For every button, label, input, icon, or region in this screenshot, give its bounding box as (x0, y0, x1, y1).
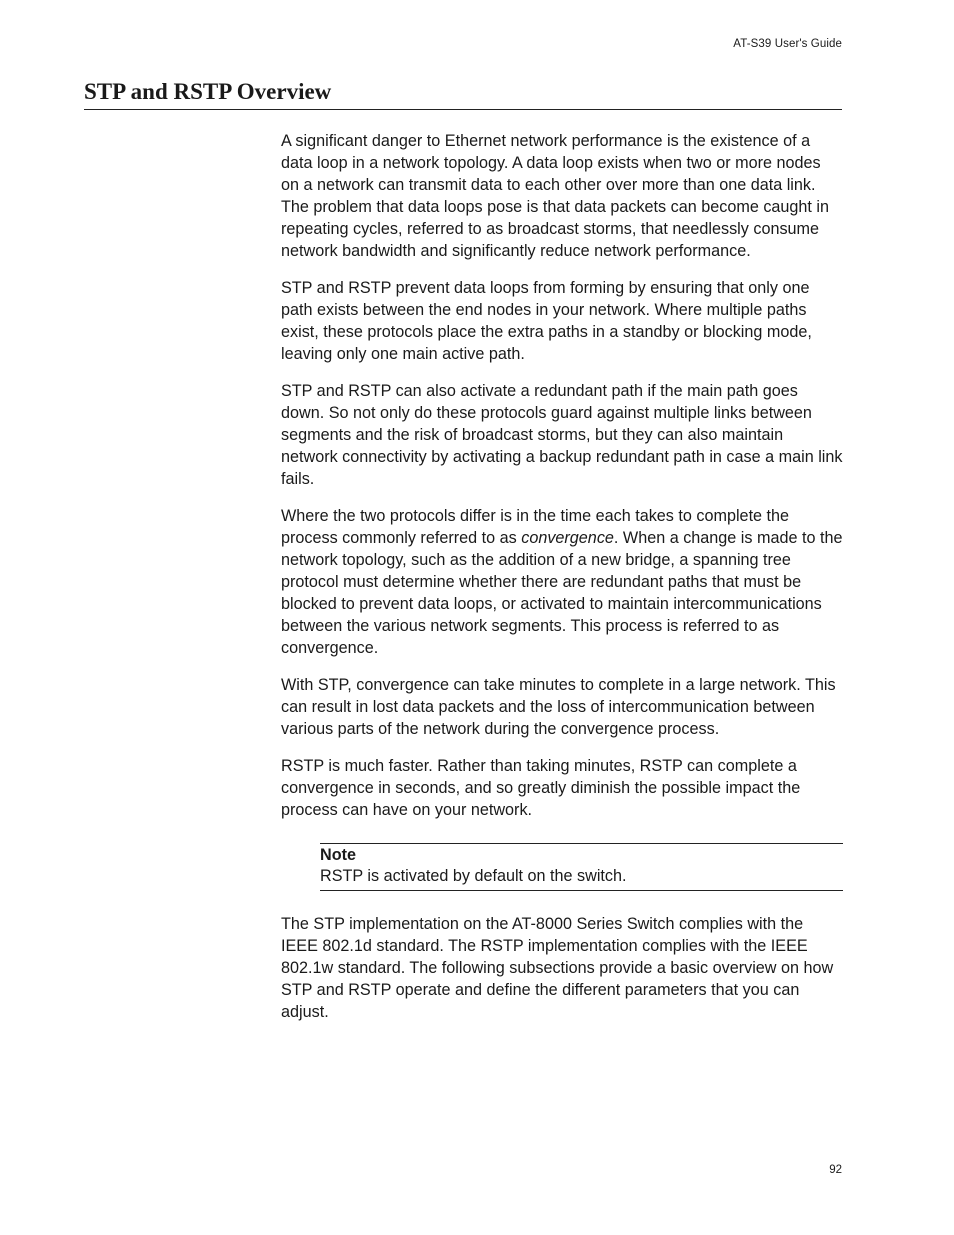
paragraph-convergence (281, 505, 843, 659)
paragraph-convergence-part1: Where the two protocols differ is in the time each takes to complete the process commonly referred to as (281, 507, 790, 547)
paragraph-standards: The STP implementation on the AT-8000 Series Switch complies with the IEEE 802.1d standard. The RSTP implementation complies with the IEEE 802.1w standard. The following subsections provide a basic overview on how STP and RSTP operate and define the different parameters that you can adjust. (281, 915, 834, 1021)
paragraph-convergence-part2: . When a change is made to the network topology, such as the addition of a new bridge, a spanning tree protocol must determine whether there are redundant paths that must be blocked to prevent data loops, or activated to maintain intercommunications between the various network segments. This process is referred to as convergence. (281, 529, 843, 657)
paragraph-redundant-path: STP and RSTP can also activate a redundant path if the main path goes down. So not only do these protocols guard against multiple links between segments and the risk of broadcast storms, but they can also maintain network connectivity by activating a backup redundant path in case a main link fails. (281, 382, 843, 488)
note-box (320, 843, 843, 891)
paragraph-rstp-faster: RSTP is much faster. Rather than taking minutes, RSTP can complete a convergence in seconds, and so greatly diminish the possible impact the process can have on your network. (281, 757, 801, 819)
page-number: 92 (829, 1164, 842, 1176)
title-rule (84, 109, 842, 110)
convergence-term: convergence (521, 529, 614, 547)
running-header: AT-S39 User's Guide (733, 38, 842, 50)
note-label: Note (320, 846, 356, 864)
paragraph-data-loops: A significant danger to Ethernet network performance is the existence of a data loop in a network topology. A data loop exists when two or more nodes on a network can transmit data to each other over more than one data link. The problem that data loops pose is that data packets can become caught in repeating cycles, referred to as broadcast storms, that needlessly consume network bandwidth and significantly reduce network performance. (281, 132, 830, 260)
paragraph-stp-convergence: With STP, convergence can take minutes to complete in a large network. This can result in lost data packets and the loss of intercommunication between various parts of the network during the convergence process. (281, 676, 836, 738)
note-text: RSTP is activated by default on the switch. (320, 867, 627, 885)
paragraph-prevent-loops: STP and RSTP prevent data loops from forming by ensuring that only one path exists between the end nodes in your network. Where multiple paths exist, these protocols place the extra paths in a standby or blocking mode, leaving only one main active path. (281, 279, 812, 363)
body-text (281, 130, 843, 1038)
section-title: STP and RSTP Overview (84, 79, 332, 104)
